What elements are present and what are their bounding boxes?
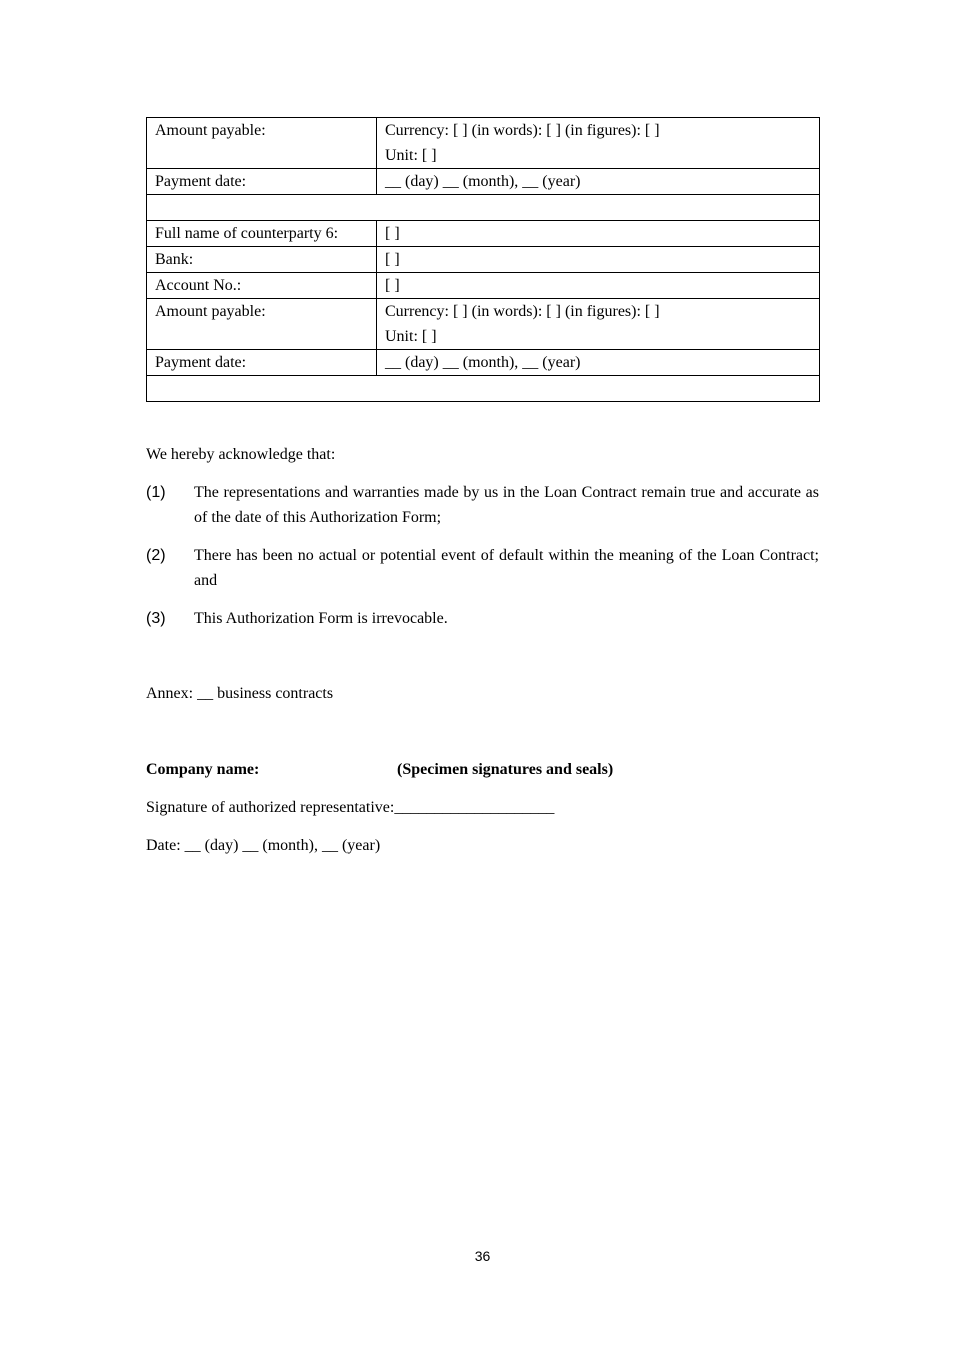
signature-line: Signature of authorized representative:____________________ bbox=[146, 799, 555, 816]
table-row bbox=[147, 221, 820, 247]
table-row bbox=[147, 247, 820, 273]
payment-date-value: __ (day) __ (month), __ (year) bbox=[377, 169, 820, 195]
account-no-label: Account No.: bbox=[147, 273, 377, 299]
amount-payable-label: Amount payable: bbox=[147, 299, 377, 350]
list-item bbox=[146, 606, 819, 631]
blank-cell bbox=[147, 376, 820, 402]
payment-table bbox=[146, 117, 820, 402]
amount-payable-value bbox=[377, 118, 820, 169]
table-row bbox=[147, 118, 820, 169]
date-line: Date: __ (day) __ (month), __ (year) bbox=[146, 837, 381, 854]
table-row bbox=[147, 169, 820, 195]
currency-line: Currency: [ ] (in words): [ ] (in figures): [ ] bbox=[385, 303, 660, 320]
list-item bbox=[146, 543, 819, 593]
list-text: There has been no actual or potential event of default within the meaning of the Loan Contract; and bbox=[194, 547, 819, 589]
list-text: This Authorization Form is irrevocable. bbox=[194, 610, 448, 627]
counterparty-name-label: Full name of counterparty 6: bbox=[147, 221, 377, 247]
table-row bbox=[147, 273, 820, 299]
acknowledgement-list bbox=[146, 480, 819, 631]
payment-date-label: Payment date: bbox=[147, 350, 377, 376]
list-item bbox=[146, 480, 819, 530]
counterparty-name-value: [ ] bbox=[377, 221, 820, 247]
amount-payable-label: Amount payable: bbox=[147, 118, 377, 169]
acknowledgement-intro: We hereby acknowledge that: bbox=[146, 446, 336, 463]
list-number: (2) bbox=[146, 547, 166, 564]
blank-cell bbox=[147, 195, 820, 221]
table-row-blank bbox=[147, 376, 820, 402]
currency-line: Currency: [ ] (in words): [ ] (in figures): [ ] bbox=[385, 122, 660, 139]
amount-payable-value bbox=[377, 299, 820, 350]
table-row bbox=[147, 299, 820, 350]
page-number: 36 bbox=[474, 1248, 491, 1264]
list-text: The representations and warranties made by us in the Loan Contract remain true and accurate as of the date of this Authorization Form; bbox=[194, 484, 819, 526]
company-name-label: Company name: bbox=[146, 761, 260, 778]
payment-date-label: Payment date: bbox=[147, 169, 377, 195]
specimen-label: (Specimen signatures and seals) bbox=[397, 761, 614, 778]
payment-date-value: __ (day) __ (month), __ (year) bbox=[377, 350, 820, 376]
unit-line: Unit: [ ] bbox=[385, 328, 437, 345]
list-number: (1) bbox=[146, 484, 166, 501]
bank-label: Bank: bbox=[147, 247, 377, 273]
table-row bbox=[147, 350, 820, 376]
annex-line: Annex: __ business contracts bbox=[146, 685, 334, 702]
bank-value: [ ] bbox=[377, 247, 820, 273]
list-number: (3) bbox=[146, 610, 166, 627]
table-row-blank bbox=[147, 195, 820, 221]
company-row bbox=[146, 757, 819, 782]
unit-line: Unit: [ ] bbox=[385, 147, 437, 164]
document-page bbox=[146, 117, 819, 858]
account-no-value: [ ] bbox=[377, 273, 820, 299]
